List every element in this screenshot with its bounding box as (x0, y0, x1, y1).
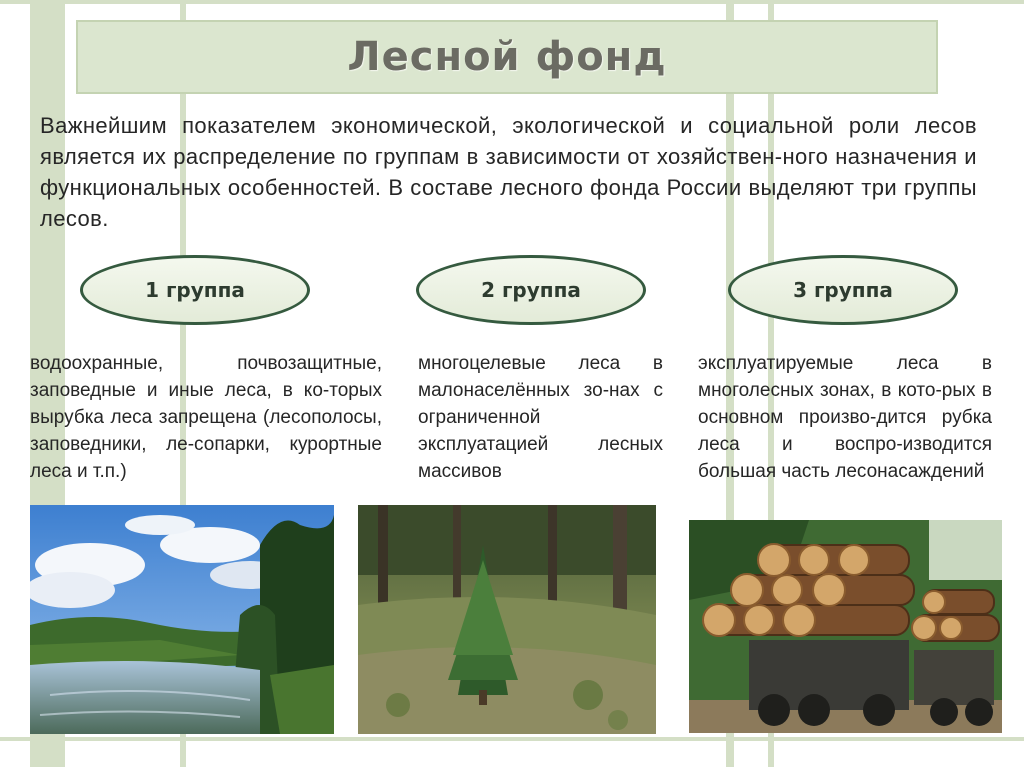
log-truck-photo (689, 520, 1002, 733)
intro-paragraph: Важнейшим показателем экономической, экологической и социальной роли лесов является их распределение по группам в зависимости от хозяйствен-ного назначения и функциональных особенностей. В составе лесного фонда России выделяют три группы лесов. (40, 113, 977, 231)
group-2-oval (416, 255, 646, 325)
young-fir-forest-photo (358, 505, 656, 734)
log-truck-image (689, 520, 1002, 733)
decorative-line (0, 0, 1024, 4)
group-2-description: многоцелевые леса в малонаселённых зо-нах с ограниченной эксплуатацией лесных массивов (418, 353, 663, 482)
title-banner (76, 20, 938, 94)
decorative-line (0, 737, 1024, 741)
group-3-label: 3 группа (793, 278, 893, 302)
young-fir-image (358, 505, 656, 734)
river-forest-image (30, 505, 334, 734)
group-1-label: 1 группа (145, 278, 245, 302)
group-1-description: водоохранные, почвозащитные, заповедные и иные леса, в ко-торых вырубка леса запрещена (лесополосы, заповедники, ле-сопарки, курортные леса и т.п.) (30, 353, 382, 482)
group-3-oval (728, 255, 958, 325)
group-3-description: эксплуатируемые леса в многолесных зонах, в кото-рых в основном произво-дится рубка леса и воспро-изводится большая часть лесонасаждений (698, 353, 992, 482)
river-forest-photo (30, 505, 334, 734)
slide-title: Лесной фонд (347, 34, 667, 80)
group-1-oval (80, 255, 310, 325)
group-2-label: 2 группа (481, 278, 581, 302)
